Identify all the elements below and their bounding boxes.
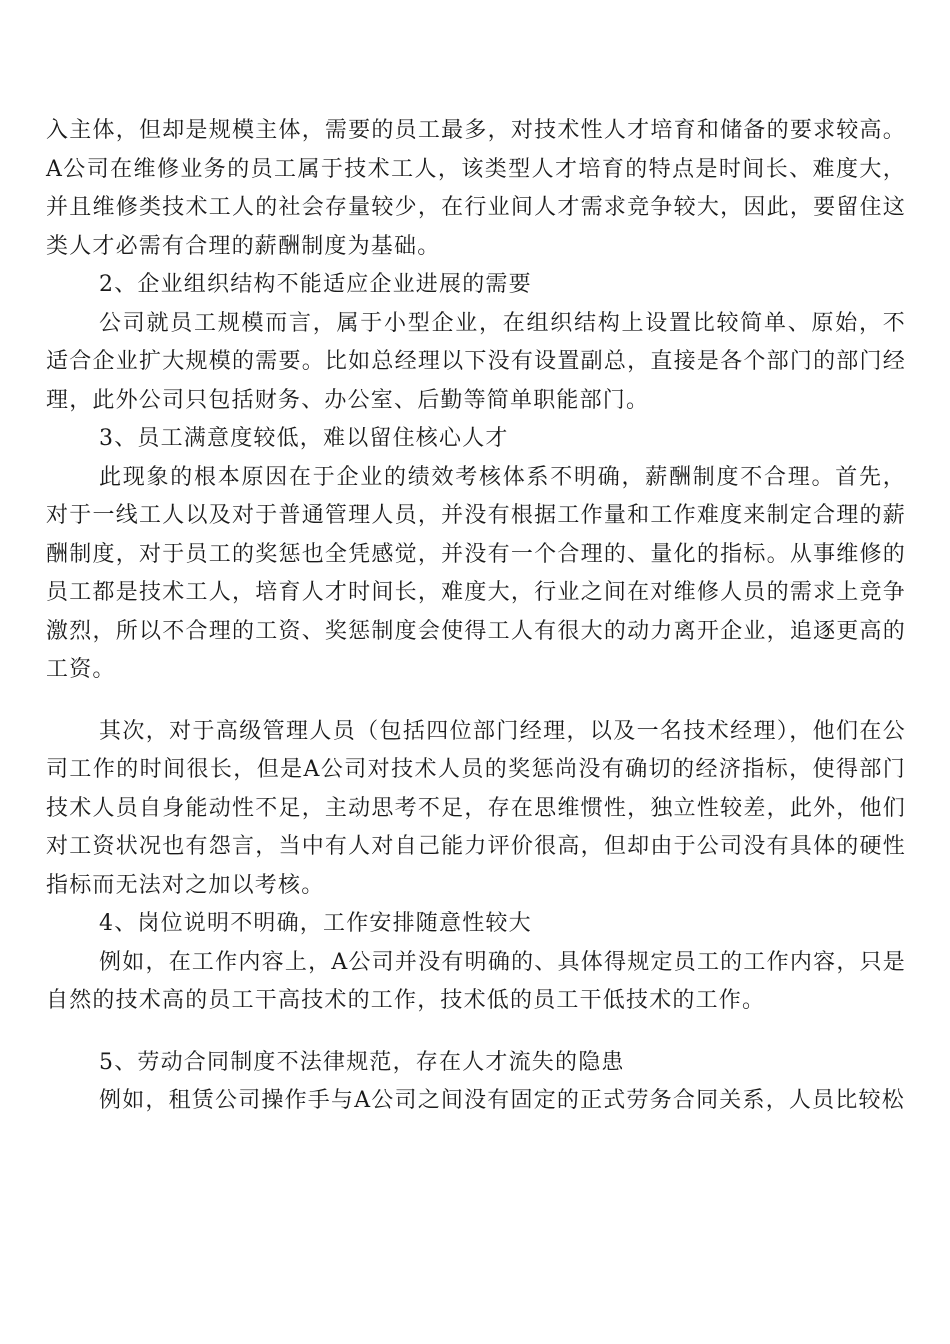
paragraph-job-description: 例如，在工作内容上，A公司并没有明确的、具体得规定员工的工作内容，只是自然的技术高的员工干高技术的工作，技术低的员工干低技术的工作。 xyxy=(46,949,906,1013)
paragraph-labor-contract: 例如，租赁公司操作手与A公司之间没有固定的正式劳务合同关系，人员比较松 xyxy=(99,1088,905,1113)
paragraph-continuation: 入主体，但却是规模主体，需要的员工最多，对技术性人才培育和储备的要求较高。A公司在维修业务的员工属于技术工人，该类型人才培育的特点是时间长、难度大，并且维修类技术工人的社会存量较少，在行业间人才需求竞争较大，因此，要留住这类人才必需有合理的薪酬制度为基础。 xyxy=(46,118,906,259)
paragraph-organization-structure: 公司就员工规模而言，属于小型企业，在组织结构上设置比较简单、原始，不适合企业扩大规模的需要。比如总经理以下没有设置副总，直接是各个部门的部门经理，此外公司只包括财务、办公室、后勤等简单职能部门。 xyxy=(46,310,906,413)
document-body xyxy=(46,112,906,1121)
paragraph-satisfaction-cause: 此现象的根本原因在于企业的绩效考核体系不明确，薪酬制度不合理。首先，对于一线工人以及对于普通管理人员，并没有根据工作量和工作难度来制定合理的薪酬制度，对于员工的奖惩也全凭感觉，并没有一个合理的、量化的指标。从事维修的员工都是技术工人，培育人才时间长，难度大，行业之间在对维修人员的需求上竞争激烈，所以不合理的工资、奖惩制度会使得工人有很大的动力离开企业，追逐更高的工资。 xyxy=(46,464,906,682)
section-heading-2: 2、企业组织结构不能适应企业进展的需要 xyxy=(99,272,532,297)
section-heading-5: 5、劳动合同制度不法律规范，存在人才流失的隐患 xyxy=(99,1049,625,1075)
paragraph-senior-management: 其次，对于高级管理人员（包括四位部门经理，以及一名技术经理），他们在公司工作的时间很长，但是A公司对技术人员的奖惩尚没有确切的经济指标，使得部门技术人员自身能动性不足，主动思考不足，存在思维惯性，独立性较差，此外，他们对工资状况也有怨言，当中有人对自己能力评价很高，但却由于公司没有具体的硬性指标而无法对之加以考核。 xyxy=(46,718,906,898)
section-heading-4: 4、岗位说明不明确，工作安排随意性较大 xyxy=(99,911,532,936)
section-heading-3: 3、员工满意度较低，难以留住核心人才 xyxy=(99,426,509,451)
